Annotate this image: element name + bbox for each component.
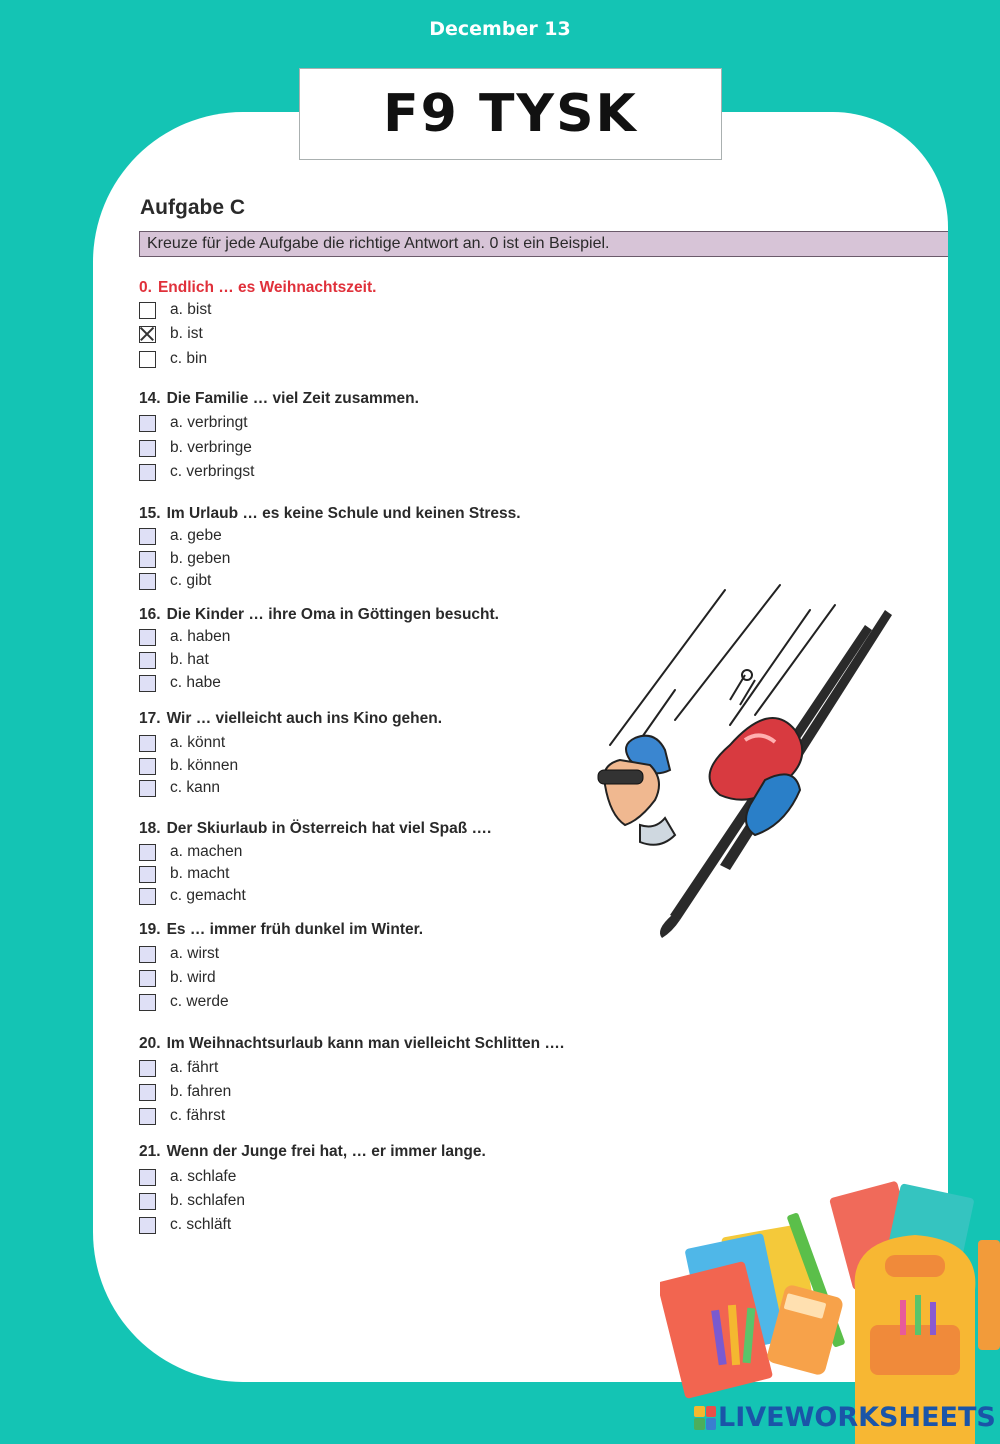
answer-option-c[interactable]	[139, 993, 229, 1011]
question-title	[139, 1035, 564, 1055]
question-title	[139, 921, 423, 941]
answer-option-a[interactable]	[139, 1059, 218, 1077]
exercise-heading: Aufgabe C	[140, 196, 245, 219]
checkbox[interactable]	[139, 415, 156, 432]
logo-icon	[694, 1406, 716, 1430]
page-title: F9 TYSK	[383, 84, 638, 144]
question-title	[139, 505, 521, 525]
question-number: 15.	[139, 505, 161, 522]
answer-option-b[interactable]	[139, 1083, 231, 1101]
checkbox[interactable]	[139, 1217, 156, 1234]
question-text: Im Weihnachtsurlaub kann man vielleicht Schlitten ….	[166, 1035, 565, 1052]
answer-option-b[interactable]	[139, 651, 209, 669]
checkbox[interactable]	[139, 551, 156, 568]
question-number: 21.	[139, 1143, 161, 1160]
option-label: a. schlafe	[170, 1168, 237, 1185]
option-label: a. fährt	[170, 1059, 219, 1076]
checkbox[interactable]	[139, 780, 156, 797]
answer-option-a[interactable]	[139, 945, 219, 963]
checkbox[interactable]	[139, 1193, 156, 1210]
option-label: b. können	[170, 757, 239, 774]
question-number: 20.	[139, 1035, 161, 1052]
option-label: b. geben	[170, 550, 231, 567]
answer-option-c[interactable]	[139, 572, 211, 590]
title-box	[299, 68, 722, 160]
question-text: Die Kinder … ihre Oma in Göttingen besucht.	[166, 606, 499, 623]
question-title	[139, 390, 419, 410]
checkbox[interactable]	[139, 1169, 156, 1186]
answer-option-b[interactable]	[139, 1192, 245, 1210]
answer-option-b[interactable]	[139, 550, 230, 568]
answer-option-c[interactable]	[139, 1107, 225, 1125]
checkbox-checked[interactable]	[139, 326, 156, 343]
checkbox[interactable]	[139, 866, 156, 883]
answer-option-a[interactable]	[139, 414, 248, 432]
checkbox[interactable]	[139, 652, 156, 669]
answer-option-b[interactable]	[139, 439, 252, 457]
checkbox[interactable]	[139, 675, 156, 692]
checkbox[interactable]	[139, 1084, 156, 1101]
answer-option-c[interactable]	[139, 887, 246, 905]
liveworksheets-logo	[694, 1402, 996, 1433]
option-label: c. fährst	[170, 1107, 226, 1124]
question-text: Der Skiurlaub in Österreich hat viel Spaß ….	[166, 820, 492, 837]
answer-option-b[interactable]	[139, 865, 229, 883]
answer-option-b[interactable]	[139, 969, 216, 987]
option-label: c. bin	[170, 350, 208, 367]
checkbox[interactable]	[139, 735, 156, 752]
answer-option-c[interactable]	[139, 463, 254, 481]
option-label: b. hat	[170, 651, 209, 668]
question-19	[139, 921, 424, 1010]
checkbox[interactable]	[139, 1060, 156, 1077]
question-0	[139, 279, 377, 367]
option-label: b. verbringe	[170, 439, 252, 456]
question-21	[139, 1143, 486, 1233]
question-number: 0.	[139, 279, 152, 296]
option-label: c. gibt	[170, 572, 212, 589]
answer-option-c[interactable]	[139, 674, 221, 692]
checkbox[interactable]	[139, 302, 156, 319]
question-title	[139, 279, 376, 299]
question-16	[139, 606, 499, 691]
answer-option-a[interactable]	[139, 527, 222, 545]
option-label: a. gebe	[170, 527, 222, 544]
option-label: c. kann	[170, 779, 220, 796]
question-14	[139, 390, 419, 480]
option-label: c. habe	[170, 674, 221, 691]
question-15	[139, 505, 521, 589]
checkbox[interactable]	[139, 528, 156, 545]
answer-option-c[interactable]	[139, 1216, 231, 1234]
answer-option-a[interactable]	[139, 734, 225, 752]
question-text: Wir … vielleicht auch ins Kino gehen.	[166, 710, 443, 727]
checkbox[interactable]	[139, 629, 156, 646]
question-number: 18.	[139, 820, 161, 837]
option-label: c. verbringst	[170, 463, 255, 480]
checkbox[interactable]	[139, 440, 156, 457]
question-number: 14.	[139, 390, 161, 407]
answer-option-a[interactable]	[139, 628, 230, 646]
option-label: b. ist	[170, 325, 203, 342]
checkbox[interactable]	[139, 888, 156, 905]
checkbox[interactable]	[139, 464, 156, 481]
question-title	[139, 606, 499, 626]
option-label: a. könnt	[170, 734, 226, 751]
question-title	[139, 710, 442, 730]
instruction-bar: Kreuze für jede Aufgabe die richtige Antwort an. 0 ist ein Beispiel.	[139, 231, 948, 257]
skier-body-icon	[598, 670, 802, 845]
answer-option-b[interactable]	[139, 325, 203, 343]
answer-option-a[interactable]	[139, 1168, 236, 1186]
checkbox[interactable]	[139, 573, 156, 590]
option-label: b. schlafen	[170, 1192, 245, 1209]
question-text: Die Familie … viel Zeit zusammen.	[166, 390, 419, 407]
checkbox[interactable]	[139, 1108, 156, 1125]
question-text: Im Urlaub … es keine Schule und keinen Stress.	[166, 505, 521, 522]
checkbox[interactable]	[139, 994, 156, 1011]
question-20	[139, 1035, 565, 1124]
date-label: December 13	[429, 18, 571, 40]
checkbox[interactable]	[139, 758, 156, 775]
question-text: Endlich … es Weihnachtszeit.	[157, 279, 377, 296]
brand-name: LIVEWORKSHEETS	[718, 1402, 996, 1433]
checkbox[interactable]	[139, 946, 156, 963]
option-label: c. schläft	[170, 1216, 232, 1233]
checkbox[interactable]	[139, 970, 156, 987]
checkbox[interactable]	[139, 351, 156, 368]
answer-option-c[interactable]	[139, 779, 220, 797]
question-18	[139, 820, 492, 904]
answer-option-a[interactable]	[139, 843, 242, 861]
option-label: c. gemacht	[170, 887, 246, 904]
question-number: 16.	[139, 606, 161, 623]
question-title	[139, 820, 491, 840]
option-label: a. machen	[170, 843, 243, 860]
checkbox[interactable]	[139, 844, 156, 861]
question-number: 19.	[139, 921, 161, 938]
answer-option-a[interactable]	[139, 301, 211, 319]
option-label: b. fahren	[170, 1083, 232, 1100]
question-title	[139, 1143, 486, 1163]
option-label: b. macht	[170, 865, 230, 882]
answer-option-c[interactable]	[139, 350, 207, 368]
option-label: b. wird	[170, 969, 216, 986]
question-number: 17.	[139, 710, 161, 727]
skier-illustration	[580, 580, 900, 945]
option-label: a. wirst	[170, 945, 220, 962]
answer-option-b[interactable]	[139, 757, 238, 775]
question-text: Wenn der Junge frei hat, … er immer lange.	[166, 1143, 486, 1160]
option-label: a. verbringt	[170, 414, 248, 431]
question-17	[139, 710, 443, 796]
option-label: a. bist	[170, 301, 212, 318]
option-label: a. haben	[170, 628, 231, 645]
question-text: Es … immer früh dunkel im Winter.	[166, 921, 424, 938]
option-label: c. werde	[170, 993, 229, 1010]
